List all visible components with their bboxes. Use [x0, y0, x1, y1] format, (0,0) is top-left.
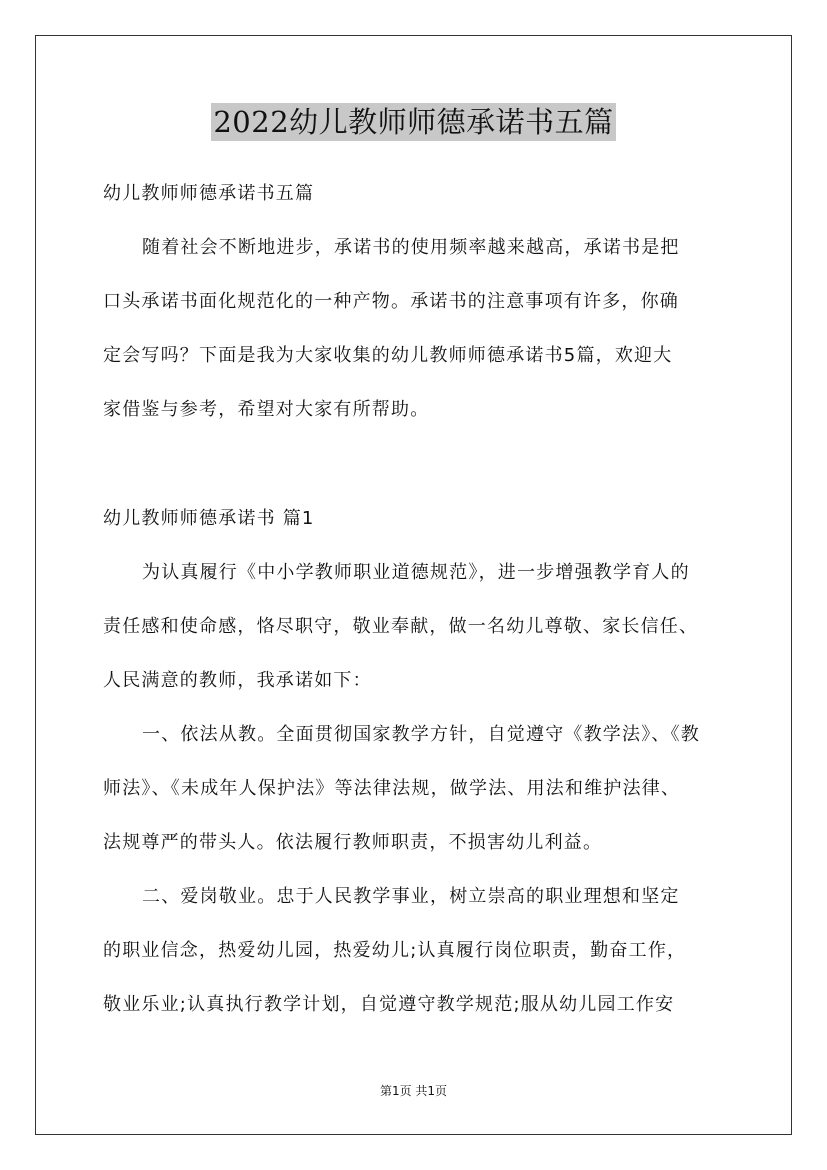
- intro-line-3: 定会写吗？下面是我为大家收集的幼儿教师师德承诺书5篇，欢迎大: [103, 345, 673, 366]
- page-footer: 第1页 共1页: [379, 1084, 448, 1098]
- body-line-5: 师法》、《未成年人保护法》等法律法规，做学法、用法和维护法律、: [103, 778, 681, 799]
- subtitle: 幼儿教师师德承诺书五篇: [103, 183, 315, 204]
- intro-line-2: 口头承诺书面化规范化的一种产物。承诺书的注意事项有许多，你确: [103, 291, 679, 312]
- body-line-6: 法规尊严的带头人。依法履行教师职责，不损害幼儿利益。: [103, 832, 603, 853]
- intro-line-4: 家借鉴与参考，希望对大家有所帮助。: [103, 399, 430, 420]
- document-title: 2022幼儿教师师德承诺书五篇: [213, 105, 614, 139]
- body-line-9: 敬业乐业;认真执行教学计划，自觉遵守教学规范;服从幼儿园工作安: [103, 994, 675, 1015]
- intro-line-1: 随着社会不断地进步，承诺书的使用频率越来越高，承诺书是把: [142, 237, 680, 258]
- body-line-3: 人民满意的教师，我承诺如下：: [103, 670, 372, 691]
- body-line-8: 的职业信念，热爱幼儿园，热爱幼儿;认真履行岗位职责，勤奋工作，: [103, 940, 687, 961]
- body-line-2: 责任感和使命感，恪尽职守，敬业奉献，做一名幼儿尊敬、家长信任、: [103, 616, 699, 637]
- body-line-4: 一、依法从教。全面贯彻国家教学方针，自觉遵守《教学法》、《教: [142, 724, 700, 745]
- title-container: [0, 103, 827, 141]
- section-heading: 幼儿教师师德承诺书 篇1: [103, 508, 315, 529]
- body-line-1: 为认真履行《中小学教师职业道德规范》，进一步增强教学育人的: [142, 562, 690, 583]
- body-line-7: 二、爱岗敬业。忠于人民教学事业，树立崇高的职业理想和坚定: [142, 886, 680, 907]
